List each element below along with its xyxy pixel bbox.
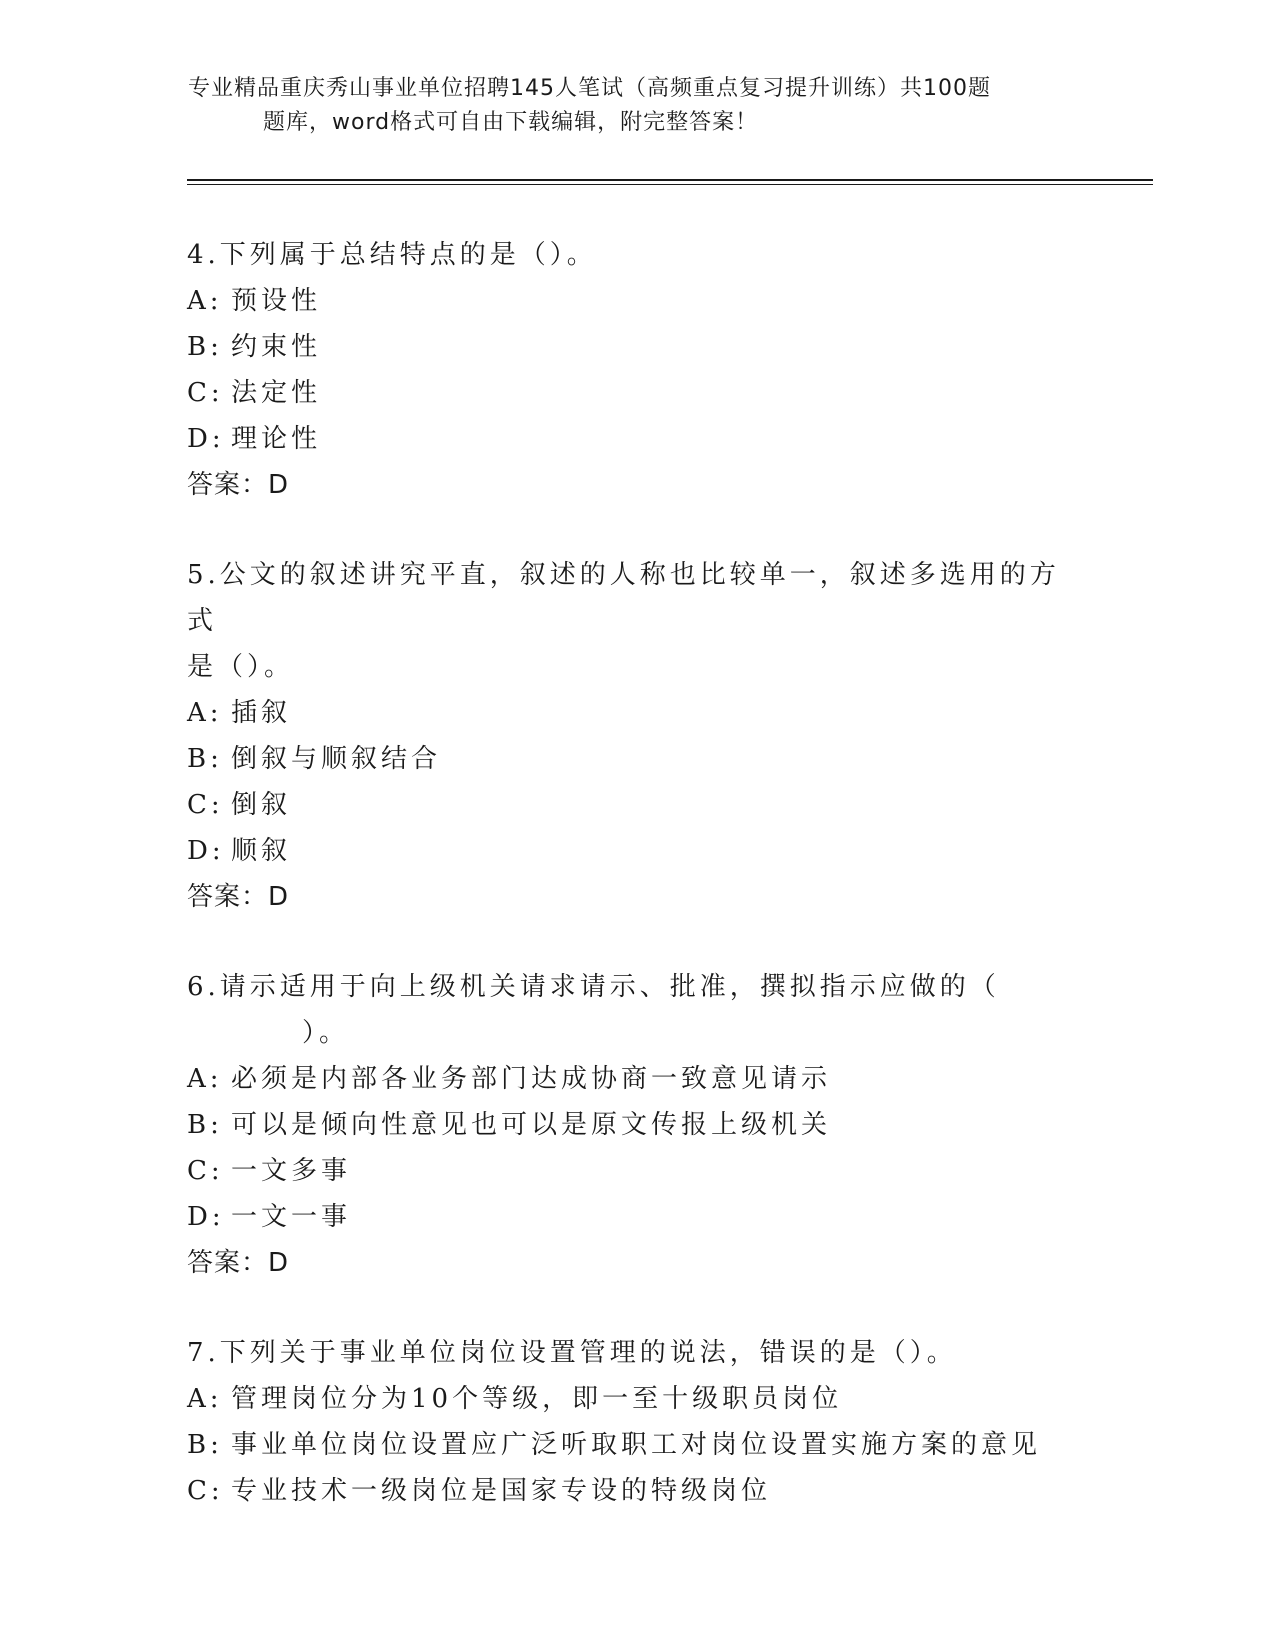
option-letter: A: — [187, 286, 223, 316]
question-item — [187, 552, 1087, 920]
option-letter: B: — [187, 1430, 223, 1460]
option-text: 法定性 — [231, 378, 322, 408]
option-letter: A: — [187, 1384, 223, 1414]
option-letter: B: — [187, 332, 223, 362]
option-text: 约束性 — [231, 332, 322, 362]
option-c — [187, 370, 1087, 416]
option-letter: B: — [187, 744, 223, 774]
option-c — [187, 782, 1087, 828]
option-text: 预设性 — [231, 286, 322, 316]
option-text: 一文一事 — [231, 1202, 352, 1232]
option-text: 事业单位岗位设置应广泛听取职工对岗位设置实施方案的意见 — [231, 1430, 1042, 1460]
option-a — [187, 690, 1087, 736]
option-letter: A: — [187, 698, 223, 728]
option-letter: C: — [187, 1156, 224, 1186]
option-d — [187, 1194, 1087, 1240]
document-header — [188, 72, 1078, 140]
option-text: 管理岗位分为10个等级，即一至十级职员岗位 — [231, 1384, 843, 1414]
header-title-line2: 题库，word格式可自由下载编辑，附完整答案！ — [263, 110, 759, 135]
option-letter: D: — [187, 424, 225, 454]
option-b — [187, 736, 1087, 782]
header-title-line1: 专业精品重庆秀山事业单位招聘145人笔试（高频重点复习提升训练）共100题 — [188, 76, 991, 101]
question-stem: 7.下列关于事业单位岗位设置管理的说法，错误的是（）。 — [187, 1338, 957, 1368]
option-letter: C: — [187, 1476, 224, 1506]
option-a — [187, 1376, 1087, 1422]
question-stem-continued: 是（）。 — [187, 652, 295, 682]
answer-line: 答案：D — [187, 1248, 290, 1278]
option-letter: D: — [187, 1202, 225, 1232]
option-text: 顺叙 — [231, 836, 292, 866]
question-item — [187, 964, 1087, 1286]
header-divider-thin — [187, 184, 1153, 185]
question-list — [187, 232, 1087, 1558]
question-stem: 6.请示适用于向上级机关请求请示、批准，撰拟指示应做的（ — [187, 972, 1000, 1002]
option-a — [187, 1056, 1087, 1102]
question-stem-continued: ）。 — [302, 1018, 350, 1048]
option-c — [187, 1468, 1087, 1514]
option-text: 倒叙与顺叙结合 — [231, 744, 442, 774]
option-b — [187, 1422, 1087, 1468]
header-divider-thick — [187, 179, 1153, 181]
option-text: 倒叙 — [231, 790, 292, 820]
option-letter: C: — [187, 790, 224, 820]
option-a — [187, 278, 1087, 324]
option-text: 插叙 — [231, 698, 292, 728]
option-letter: A: — [187, 1064, 223, 1094]
option-letter: C: — [187, 378, 224, 408]
option-text: 一文多事 — [231, 1156, 352, 1186]
question-stem: 4.下列属于总结特点的是（）。 — [187, 240, 597, 270]
question-item — [187, 232, 1087, 508]
answer-line: 答案：D — [187, 470, 290, 500]
option-d — [187, 416, 1087, 462]
option-letter: B: — [187, 1110, 223, 1140]
question-item — [187, 1330, 1087, 1514]
answer-line: 答案：D — [187, 882, 290, 912]
option-text: 可以是倾向性意见也可以是原文传报上级机关 — [231, 1110, 832, 1140]
option-b — [187, 324, 1087, 370]
option-b — [187, 1102, 1087, 1148]
option-c — [187, 1148, 1087, 1194]
option-d — [187, 828, 1087, 874]
question-stem: 5.公文的叙述讲究平直，叙述的人称也比较单一，叙述多选用的方式 — [187, 560, 1060, 636]
option-letter: D: — [187, 836, 225, 866]
option-text: 理论性 — [231, 424, 322, 454]
option-text: 专业技术一级岗位是国家专设的特级岗位 — [231, 1476, 772, 1506]
option-text: 必须是内部各业务部门达成协商一致意见请示 — [231, 1064, 832, 1094]
